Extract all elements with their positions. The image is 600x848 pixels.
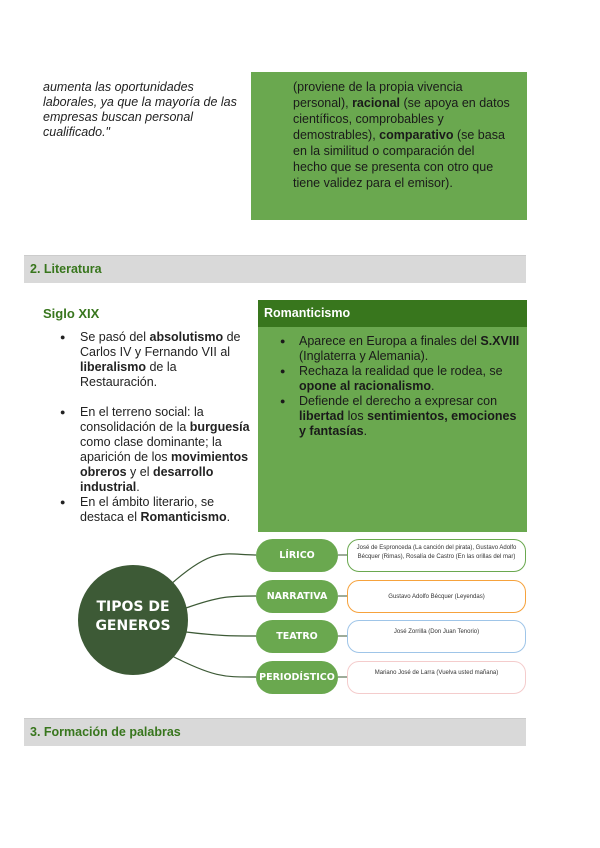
genre-pill-narrativa: NARRATIVA [256,580,338,613]
info-line: científicos, comprobables y [293,112,444,126]
genre-example-card: Mariano José de Larra (Vuelva usted mañana) [347,661,526,694]
genre-example-card: José Zorrilla (Don Juan Tenorio) [347,620,526,653]
connector-line [170,655,256,677]
genre-pill-periodistico: PERIODÍSTICO [256,661,338,694]
info-line: tiene validez para el emisor). [293,176,453,190]
list-item: ● Defiende el derecho a expresar con libertad los sentimientos, emociones y fantasías. [276,394,521,439]
connector-line [186,596,256,608]
info-line: en la similitud o comparación del [293,144,475,158]
list-item: ● En el ámbito literario, se destaca el Romanticismo. [58,495,253,525]
list-item: ● Rechaza la realidad que le rodea, se opone al racionalismo. [276,364,521,394]
quote-line: cualificado." [43,125,110,139]
info-line: hecho que se presenta con otro que [293,160,494,174]
genre-pill-lirico: LÍRICO [256,539,338,572]
list-item: ● En el terreno social: la consolidación de la burguesía como clase dominante; la aparición de los movimientos obreros y el desarrollo industrial. [58,405,253,495]
quote-line: laborales, ya que la mayoría de las [43,95,237,109]
section-header-formacion [24,718,526,746]
genre-example-card: José de Espronceda (La canción del pirata), Gustavo Adolfo Bécquer (Rimas), Rosalía de Castro (En las orillas del mar) [347,539,526,572]
list-item: ● Aparece en Europa a finales del S.XVIII (Inglaterra y Alemania). [276,334,521,364]
siglo-heading: Siglo XIX [43,306,100,321]
list-item: ● Se pasó del absolutismo de Carlos IV y Fernando VII al liberalismo de la Restauración. [58,330,253,390]
section-title: 2. Literatura [30,262,102,276]
info-line: (proviene de la propia vivencia [293,80,463,94]
genre-example-card: Gustavo Adolfo Bécquer (Leyendas) [347,580,526,613]
quote-line: aumenta las oportunidades [43,80,194,94]
connector-line [170,554,256,585]
genre-pill-teatro: TEATRO [256,620,338,653]
genres-center-label: TIPOS DE GENEROS [95,599,171,634]
romanticismo-title: Romanticismo [264,306,351,320]
section-title: 3. Formación de palabras [30,725,181,739]
info-line: demostrables), comparativo (se basa [293,128,505,142]
connector-line [186,632,256,636]
info-line: personal), racional (se apoya en datos [293,96,510,110]
quote-line: empresas buscan personal [43,110,194,124]
